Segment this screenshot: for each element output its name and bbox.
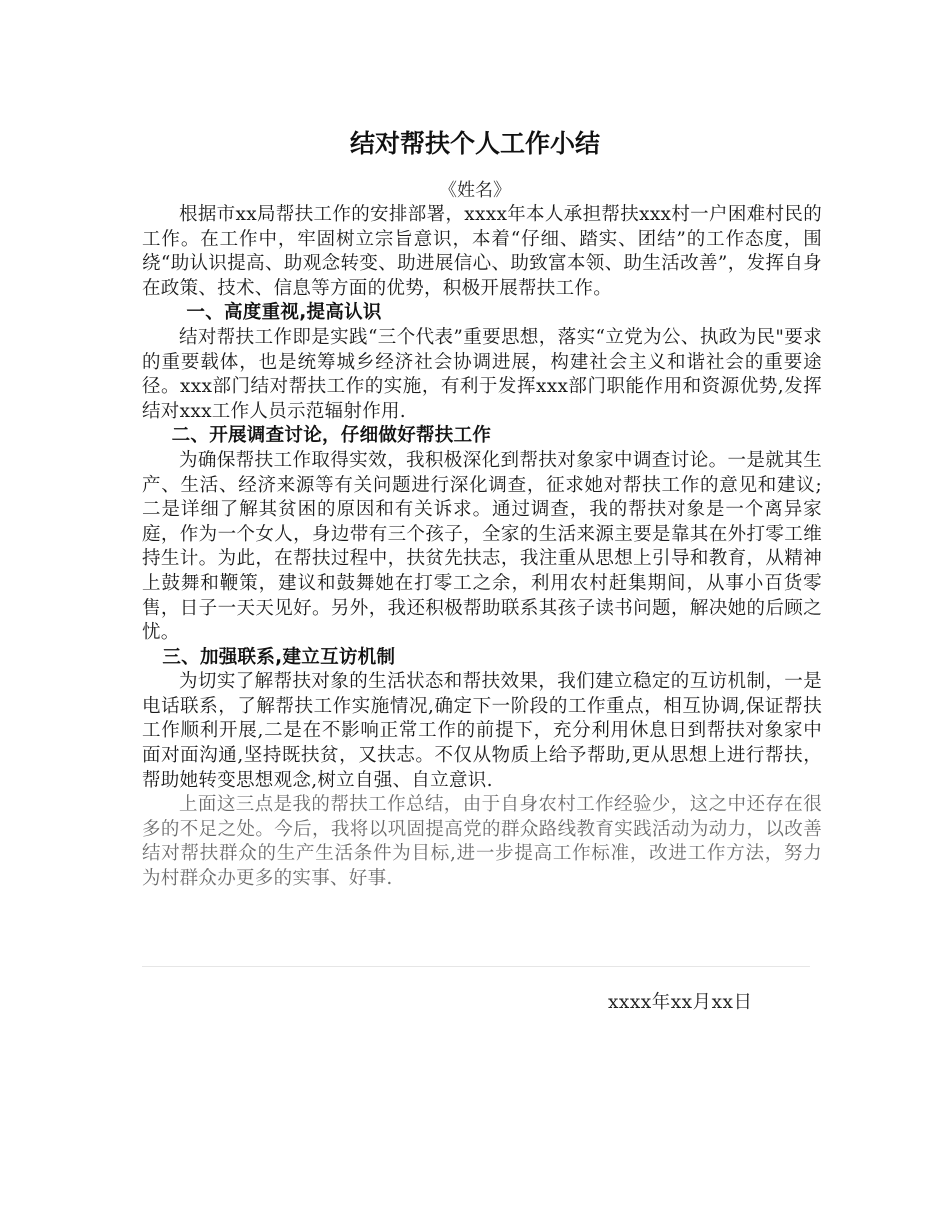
document-body [142, 203, 822, 892]
document-title: 结对帮扶个人工作小结 [349, 129, 600, 158]
paragraph-section-1: 结对帮扶工作即是实践“三个代表”重要思想，落实“立党为公、执政为民"要求的重要载体，也是统筹城乡经济社会协调进展，构建社会主义和谐社会的重要途径。xxx部门结对帮扶工作的实施，有利于发挥xxx部门职能作用和资源优势,发挥结对xxx工作人员示范辐射作用. [142, 326, 822, 422]
paragraph-intro: 根据市xx局帮扶工作的安排部署，xxxx年本人承担帮扶xxx村一户困难村民的工作。在工作中，牢固树立宗旨意识，本着“仔细、踏实、团结”的工作态度，围绕“助认识提高、助观念转变、助进展信心、助致富本领、助生活改善”，发挥自身在政策、技术、信息等方面的优势，积极开展帮扶工作。 [142, 204, 822, 299]
document-date: xxxx年xx月xx日 [608, 992, 753, 1013]
section-heading-3: 三、加强联系,建立互访机制 [162, 646, 396, 668]
section-heading-1: 一、高度重视,提高认识 [186, 302, 382, 324]
author-line: 《姓名》 [439, 180, 511, 201]
section-heading-2: 二、开展调查讨论，仔细做好帮扶工作 [171, 425, 492, 447]
paragraph-conclusion: 上面这三点是我的帮扶工作总结，由于自身农村工作经验少，这之中还存在很多的不足之处。今后，我将以巩固提高党的群众路线教育实践活动为动力，以改善结对帮扶群众的生产生活条件为目标,进一步提高工作标准，改进工作方法，努力为村群众办更多的实事、好事. [142, 794, 822, 890]
paragraph-section-3: 为切实了解帮扶对象的生活状态和帮扶效果，我们建立稳定的互访机制，一是电话联系，了解帮扶工作实施情况,确定下一阶段的工作重点，相互协调,保证帮扶工作顺利开展,二是在不影响正常工作的前提下，充分利用休息日到帮扶对象家中面对面沟通,坚持既扶贫，又扶志。不仅从物质上给予帮助,更从思想上进行帮扶，帮助她转变思想观念,树立自强、自立意识. [142, 671, 822, 791]
paragraph-section-2: 为确保帮扶工作取得实效，我积极深化到帮扶对象家中调查讨论。一是就其生产、生活、经济来源等有关问题进行深化调查，征求她对帮扶工作的意见和建议;二是详细了解其贫困的原因和有关诉求。通过调查，我的帮扶对象是一个离异家庭，作为一个女人，身边带有三个孩子，全家的生活来源主要是靠其在外打零工维持生计。为此，在帮扶过程中，扶贫先扶志，我注重从思想上引导和教育，从精神上鼓舞和鞭策，建议和鼓舞她在打零工之余，利用农村赶集期间，从事小百货零售，日子一天天见好。另外，我还积极帮助联系其孩子读书问题，解决她的后顾之忧。 [142, 449, 822, 644]
divider-line [142, 966, 810, 967]
